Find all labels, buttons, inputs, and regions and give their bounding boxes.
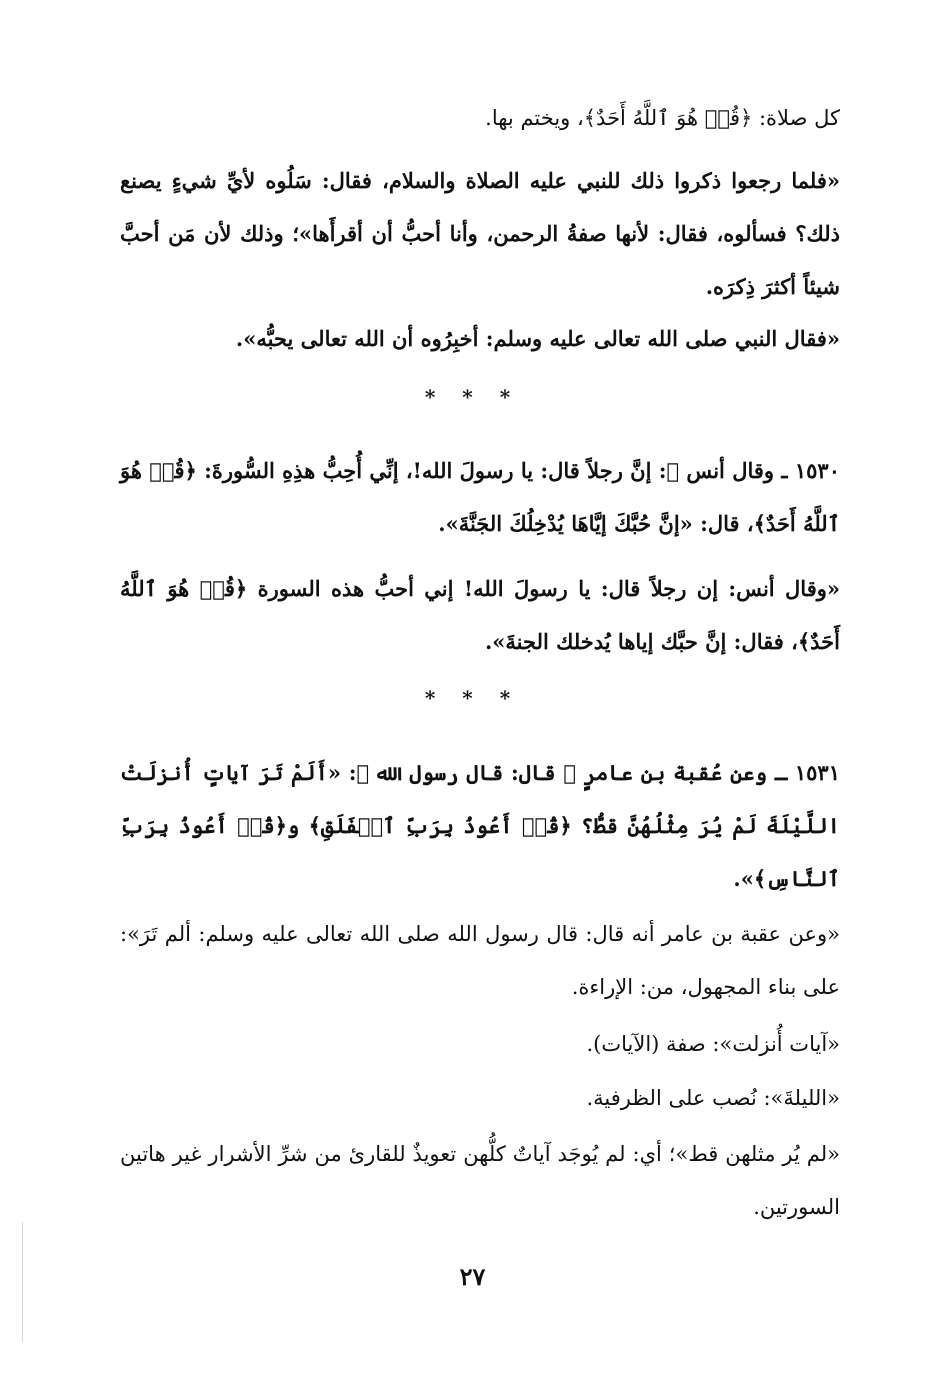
paragraph-1: كل صلاة: ﴿قُلۡ هُوَ ٱللَّهُ أَحَدٌ﴾، ويختم بها. bbox=[485, 106, 840, 130]
paragraph-2: «فلما رجعوا ذكروا ذلك للنبي عليه الصلاة والسلام، فقال: سَلُوه لأيِّ شيءٍ يصنع ذلك؟ فسألوه، فقال: لأنها صفةُ الرحمن، وأنا أحبُّ أن أقرأَها»؛ وذلك لأن مَن أحبَّ شيئاً أكثرَ ذِكرَه. bbox=[120, 168, 840, 299]
scan-edge-line bbox=[22, 1222, 23, 1342]
paragraph-9: «الليلةَ»: نُصب على الظرفية. bbox=[586, 1086, 840, 1110]
paragraph-10: «لم يُر مثلهن قط»؛ أي: لم يُوجَد آياتٌ كلُّهن تعويذٌ للقارئ من شرِّ الأشرار غير هاتين السورتين. bbox=[120, 1142, 840, 1219]
page-number: ٢٧ bbox=[459, 1262, 486, 1291]
hadith-1530: ١٥٣٠ ـ وقال أنس ﷺ: إنَّ رجلاً قال: يا رسولَ الله!، إنِّي أُحِبُّ هذِهِ السُّورةَ: ﴿قُلۡ هُوَ ٱللَّهُ أَحَدٌ﴾، قال: «إنَّ حُبَّكَ إيَّاهَا يُدْخِلُكَ الجَنَّةَ». bbox=[120, 458, 840, 536]
section-separator-2: * * * bbox=[424, 686, 521, 710]
paragraph-5: «وقال أنس: إن رجلاً قال: يا رسولَ الله! إني أحبُّ هذه السورة ﴿قُلۡ هُوَ ٱللَّهُ أَحَدٌ﴾، فقال: إنَّ حبَّك إياها يُدخلك الجنةَ». bbox=[120, 576, 840, 654]
paragraph-8: «آيات أُنزلت»: صفة (الآيات). bbox=[586, 1032, 840, 1056]
paragraph-7: «وعن عقبة بن عامر أنه قال: قال رسول الله صلى الله تعالى عليه وسلم: ألم تَرَ»: على بناء المجهول، من: الإراءة. bbox=[120, 922, 840, 999]
section-separator-1: * * * bbox=[424, 385, 521, 409]
paragraph-3: «فقال النبي صلى الله تعالى عليه وسلم: أخبِرُوه أن الله تعالى يحبُّه». bbox=[235, 326, 840, 351]
hadith-1531: ١٥٣١ ـ وعن عُقبة بن عامرٍ ﷺ قال: قال رسول الله ﷺ: «أَلَمْ تَرَ آياتٍ أُنزلَتْ اللَّيْلَةَ لَمْ يُرَ مِثْلُهُنَّ قطُّ؟ ﴿قُلۡ أَعُوذُ بِرَبِّ ٱلۡفَلَقِ﴾ و﴿قُلۡ أَعُوذُ بِرَبِّ ٱلنَّاسِ﴾». bbox=[120, 760, 840, 891]
